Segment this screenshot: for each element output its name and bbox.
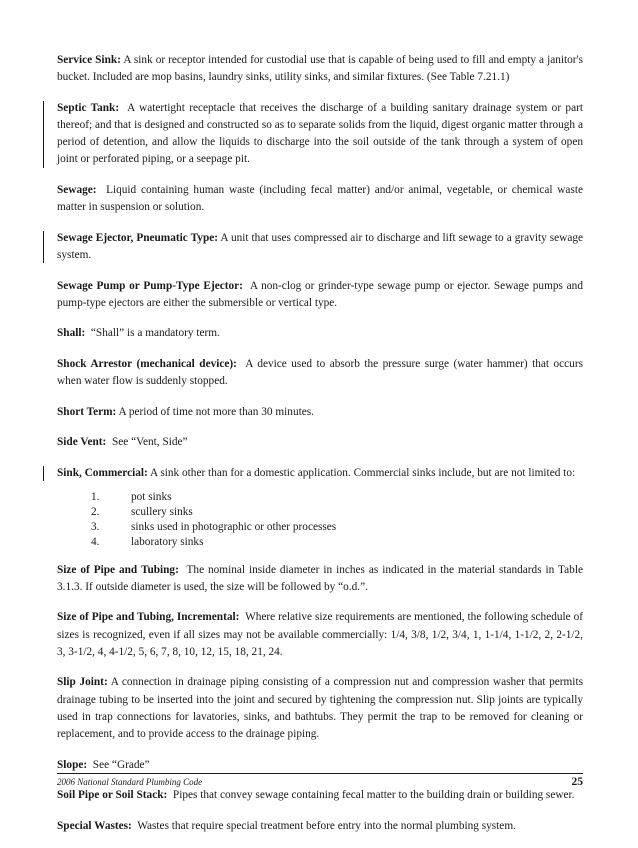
definition-text: A device used to absorb the pressure surge (water hammer) that occurs when water flow is suddenly stopped. — [57, 357, 583, 388]
definition-term: Sewage: — [57, 184, 97, 196]
definition-side-vent — [57, 434, 583, 451]
definition-term: Slope: — [57, 758, 88, 771]
definition-shock-arrestor — [57, 356, 583, 390]
list-item-number: 2. — [91, 505, 100, 518]
definition-text: A sink other than for a domestic application. Commercial sinks include, but are not limited to: — [150, 466, 576, 479]
definition-text: A connection in drainage piping consisting of a compression nut and compression washer that permits drainage tubing to be inserted into the joint and secured by tightening the compression nut. Slip joints are typically used in trap connections for lavatories, sinks, and bathtubs. They permit the trap to be removed for cleaning or replacement, and to provide access to the drainage piping. — [57, 676, 583, 740]
page-number: 25 — [571, 776, 583, 788]
definition-sewage-ejector-pneumatic — [57, 230, 583, 264]
definition-term: Septic Tank: — [57, 101, 120, 114]
definition-slip-joint — [57, 674, 583, 743]
footer-title: 2006 National Standard Plumbing Code — [57, 777, 203, 787]
definition-term: Size of Pipe and Tubing, Incremental: — [57, 611, 240, 624]
definition-text: A watertight receptacle that receives the discharge of a building sanitary drainage system or part thereof; and that is designed and constructed so as to separate solids from the liquid, digest organic matter through a period of detention, and allow the liquids to discharge into the soil outside of the tank through a system of open joint or perforated piping, or a seepage pit. — [57, 101, 583, 166]
definition-text: “Shall” is a mandatory term. — [90, 327, 220, 340]
definition-term: Shall: — [57, 327, 86, 340]
list-item — [57, 505, 583, 520]
definition-term: Service Sink: — [57, 54, 121, 66]
definition-term: Short Term: — [57, 405, 117, 418]
list-item-number: 3. — [91, 520, 100, 533]
list-item-text: laboratory sinks — [131, 535, 204, 548]
definition-term: Sewage Pump or Pump-Type Ejector: — [57, 279, 243, 292]
definition-text: The nominal inside diameter in inches as indicated in the material standards in Table 3.1.3. If outside diameter is used, the size will be followed by “o.d.”. — [57, 563, 583, 593]
definition-sewage — [57, 182, 583, 216]
list-item — [57, 490, 583, 505]
definition-text: Liquid containing human waste (including fecal matter) and/or animal, vegetable, or chemical waste matter in suspension or solution. — [57, 184, 583, 214]
definition-text: A non-clog or grinder-type sewage pump or ejector. Sewage pumps and pump-type ejectors are either the submersible or vertical type. — [57, 279, 583, 309]
definition-special-wastes — [57, 818, 583, 835]
definition-term: Slip Joint: — [57, 676, 108, 689]
definition-short-term — [57, 404, 583, 421]
definition-size-of-pipe-incremental — [57, 609, 583, 661]
definition-size-of-pipe — [57, 562, 583, 596]
definition-term: Sewage Ejector, Pneumatic Type: — [57, 231, 218, 244]
list-item-text: sinks used in photographic or other processes — [131, 520, 337, 533]
definition-text: See “Grade” — [92, 758, 150, 771]
definition-term: Sink, Commercial: — [57, 466, 148, 479]
list-item — [57, 535, 583, 550]
definition-text: Wastes that require special treatment before entry into the normal plumbing system. — [137, 819, 516, 832]
commercial-sinks-list — [57, 490, 583, 550]
list-item-number: 4. — [91, 535, 100, 548]
definition-sink-commercial — [57, 465, 583, 482]
definition-text: A unit that uses compressed air to discharge and lift sewage to a gravity sewage system. — [57, 231, 584, 261]
definition-text: Where relative size requirements are mentioned, the following schedule of sizes is recognized, even if all sizes may not be available commercially: 1/4, 3/8, 1/2, 3/4, 1, 1-1/4, 1-1/2, 2, 2-1/2, 3, 3-1/2, 4, 4-1/2, 5, 6, 7, 8, 10, 12, 15, 18, 21, 24. — [57, 611, 584, 658]
definition-text: A period of time not more than 30 minutes. — [118, 405, 314, 418]
list-item-number: 1. — [91, 490, 100, 503]
definition-term: Shock Arrestor (mechanical device): — [57, 357, 237, 370]
list-item-text: pot sinks — [131, 490, 172, 503]
definition-term: Size of Pipe and Tubing: — [57, 563, 179, 576]
definition-term: Side Vent: — [57, 436, 107, 449]
definition-text: Pipes that convey sewage containing fecal matter to the building drain or building sewer. — [172, 789, 575, 802]
list-item-text: scullery sinks — [131, 505, 193, 518]
definition-septic-tank — [57, 100, 583, 169]
definition-shall — [57, 325, 583, 342]
definitions-section — [57, 52, 583, 848]
definition-term: Special Wastes: — [57, 819, 132, 832]
definition-text: See “Vent, Side” — [111, 436, 188, 449]
definition-sewage-pump — [57, 278, 583, 312]
page-footer — [57, 773, 583, 788]
list-item — [57, 520, 583, 535]
definition-service-sink — [57, 52, 583, 86]
definition-term: Soil Pipe or Soil Stack: — [57, 789, 168, 802]
definition-slope — [57, 757, 583, 774]
definition-soil-pipe — [57, 787, 583, 804]
definition-text: A sink or receptor intended for custodial use that is capable of being used to fill and empty a janitor's bucket. Included are mop basins, laundry sinks, utility sinks, and similar fixtures. (See Table 7.21.1) — [57, 54, 584, 84]
